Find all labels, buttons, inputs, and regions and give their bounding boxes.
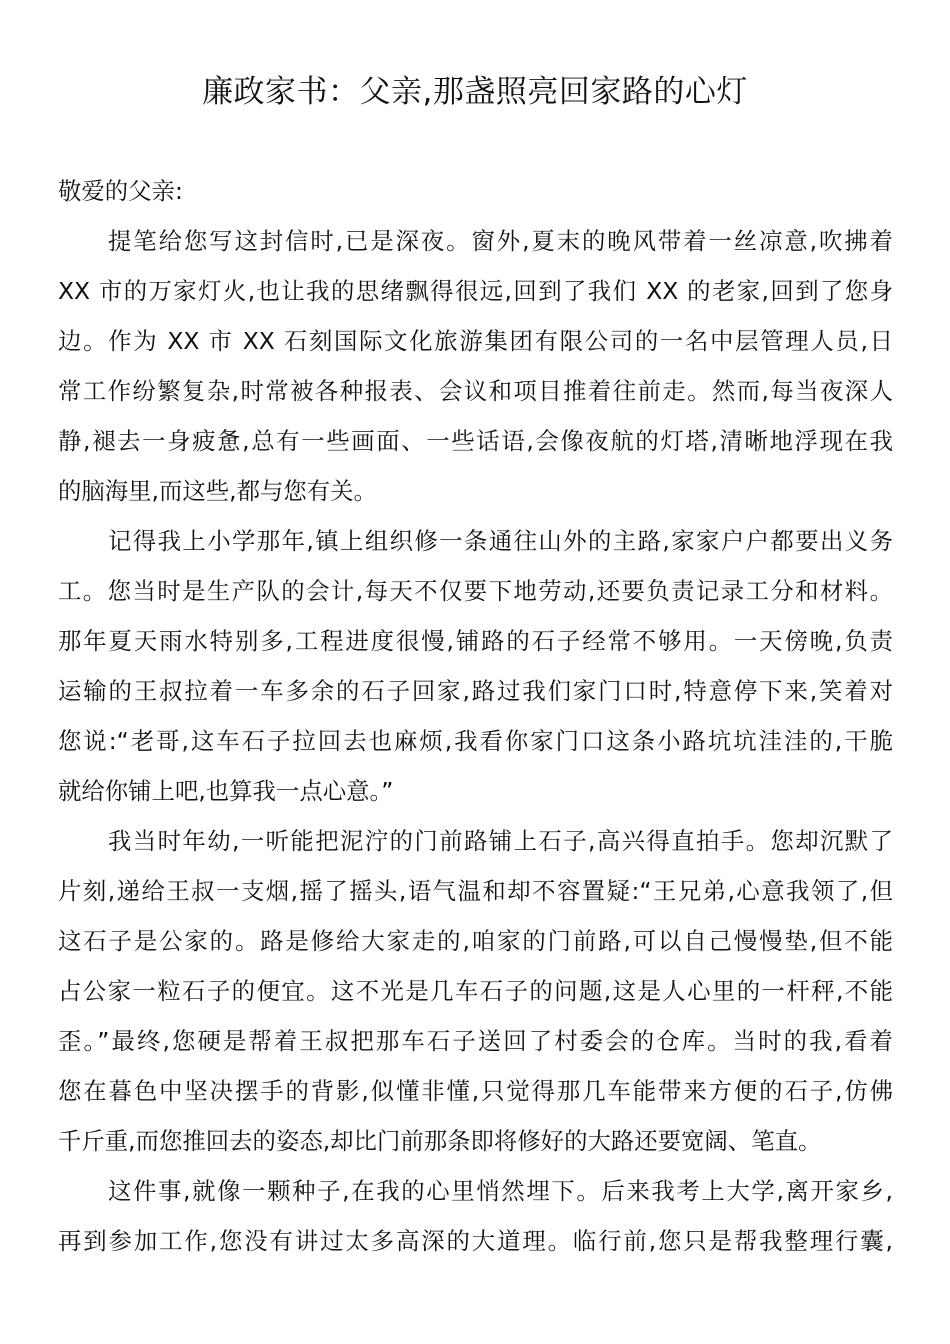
paragraph-3 [58,820,893,1170]
paragraph-line: 占公家一粒石子的便宜。这不光是几车石子的问题,这是人心里的一杆秤,不能 [58,977,893,1005]
paragraph-line: 工。您当时是生产队的会计,每天不仅要下地劳动,还要负责记录工分和材料。 [58,577,893,605]
paragraph-line: 歪。”最终,您硬是帮着王叔把那车石子送回了村委会的仓库。当时的我,看着 [58,1027,893,1055]
paragraph-line: 您说:“老哥,这车石子拉回去也麻烦,我看你家门口这条小路坑坑洼洼的,干脆 [58,727,893,755]
paragraph-line: 这石子是公家的。路是修给大家走的,咱家的门前路,可以自己慢慢垫,但不能 [58,927,893,955]
paragraph-line: 运输的王叔拉着一车多余的石子回家,路过我们家门口时,特意停下来,笑着对 [58,677,893,705]
salutation: 敬爱的父亲: [58,177,183,205]
paragraph-line: 的脑海里,而这些,都与您有关。 [58,477,377,505]
paragraph-2 [58,520,893,820]
paragraph-line: 边。作为 XX 市 XX 石刻国际文化旅游集团有限公司的一名中层管理人员,日 [58,327,893,355]
paragraph-line: 就给你铺上吧,也算我一点心意。” [58,777,394,805]
paragraph-line: XX 市的万家灯火,也让我的思绪飘得很远,回到了我们 XX 的老家,回到了您身 [58,277,893,305]
paragraph-1 [58,220,893,520]
paragraph-line: 静,褪去一身疲惫,总有一些画面、一些话语,会像夜航的灯塔,清晰地浮现在我 [58,427,893,455]
paragraph-line: 那年夏天雨水特别多,工程进度很慢,铺路的石子经常不够用。一天傍晚,负责 [58,627,893,655]
paragraph-line: 常工作纷繁复杂,时常被各种报表、会议和项目推着往前走。然而,每当夜深人 [58,377,893,405]
document-body [58,170,893,1270]
paragraph-line: 片刻,递给王叔一支烟,摇了摇头,语气温和却不容置疑:“王兄弟,心意我领了,但 [58,877,893,905]
paragraph-line: 提笔给您写这封信时,已是深夜。窗外,夏末的晚风带着一丝凉意,吹拂着 [108,227,893,255]
paragraph-4 [58,1170,893,1270]
paragraph-line: 这件事,就像一颗种子,在我的心里悄然埋下。后来我考上大学,离开家乡, [108,1177,893,1205]
paragraph-line: 记得我上小学那年,镇上组织修一条通往山外的主路,家家户户都要出义务 [108,527,893,555]
paragraph-line: 再到参加工作,您没有讲过太多高深的大道理。临行前,您只是帮我整理行囊, [58,1227,893,1255]
document-title: 廉政家书：父亲,那盏照亮回家路的心灯 [202,74,748,110]
paragraph-line: 您在暮色中坚决摆手的背影,似懂非懂,只觉得那几车能带来方便的石子,仿佛 [58,1077,893,1105]
paragraph-line: 千斤重,而您推回去的姿态,却比门前那条即将修好的大路还要宽阔、笔直。 [58,1127,822,1155]
paragraph-line: 我当时年幼,一听能把泥泞的门前路铺上石子,高兴得直拍手。您却沉默了 [108,827,893,855]
